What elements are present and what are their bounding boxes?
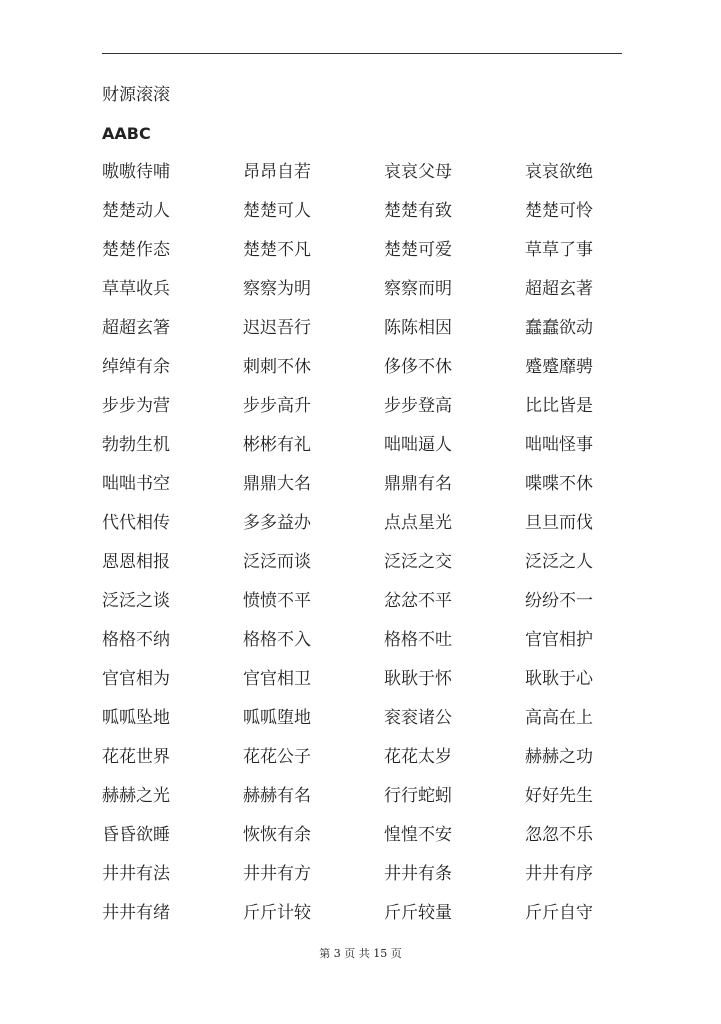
idiom-item: 井井有法 <box>102 864 170 884</box>
idiom-item: 鼎鼎大名 <box>243 474 311 494</box>
idiom-item: 花花世界 <box>102 747 170 767</box>
idiom-item: 楚楚不凡 <box>243 240 311 260</box>
idiom-item: 喋喋不休 <box>525 474 593 494</box>
section-heading: AABC <box>102 124 151 143</box>
idiom-item: 鼎鼎有名 <box>384 474 452 494</box>
idiom-item: 高高在上 <box>525 708 593 728</box>
idiom-item: 步步为营 <box>102 396 170 416</box>
idiom-item: 官官相护 <box>525 630 593 650</box>
idiom-item: 多多益办 <box>243 513 311 533</box>
idiom-item: 勃勃生机 <box>102 435 170 455</box>
idiom-item: 格格不吐 <box>384 630 452 650</box>
idiom-item: 纷纷不一 <box>525 591 593 611</box>
page-footer: 第 3 页 共 15 页 <box>319 947 402 960</box>
idiom-item: 点点星光 <box>384 513 452 533</box>
idiom-item: 官官相为 <box>102 669 170 689</box>
idiom-item: 彬彬有礼 <box>243 435 311 455</box>
idiom-item: 官官相卫 <box>243 669 311 689</box>
idiom-item: 哀哀欲绝 <box>525 162 593 182</box>
idiom-item: 超超玄箸 <box>102 318 170 338</box>
idiom-item: 恢恢有余 <box>243 825 311 845</box>
idiom-item: 咄咄逼人 <box>384 435 452 455</box>
idiom-item: 惶惶不安 <box>384 825 452 845</box>
idiom-item: 忽忽不乐 <box>525 825 593 845</box>
idiom-item: 呱呱堕地 <box>243 708 311 728</box>
idiom-item: 花花太岁 <box>384 747 452 767</box>
idiom-item: 蹙蹙靡骋 <box>525 357 593 377</box>
lead-text: 财源滚滚 <box>102 85 170 105</box>
idiom-item: 侈侈不休 <box>384 357 452 377</box>
idiom-grid <box>102 160 622 940</box>
idiom-item: 楚楚可怜 <box>525 201 593 221</box>
idiom-item: 愤愤不平 <box>243 591 311 611</box>
idiom-item: 刺刺不休 <box>243 357 311 377</box>
idiom-item: 衮衮诸公 <box>384 708 452 728</box>
idiom-item: 泛泛之交 <box>384 552 452 572</box>
idiom-item: 花花公子 <box>243 747 311 767</box>
idiom-item: 呱呱坠地 <box>102 708 170 728</box>
idiom-item: 察察为明 <box>243 279 311 299</box>
idiom-item: 哀哀父母 <box>384 162 452 182</box>
idiom-item: 绰绰有余 <box>102 357 170 377</box>
idiom-item: 好好先生 <box>525 786 593 806</box>
idiom-item: 楚楚可人 <box>243 201 311 221</box>
idiom-item: 井井有方 <box>243 864 311 884</box>
idiom-item: 楚楚有致 <box>384 201 452 221</box>
idiom-item: 赫赫有名 <box>243 786 311 806</box>
header-rule <box>102 53 622 54</box>
idiom-item: 斤斤计较 <box>243 903 311 923</box>
idiom-item: 旦旦而伐 <box>525 513 593 533</box>
idiom-item: 行行蛇蚓 <box>384 786 452 806</box>
idiom-item: 步步高升 <box>243 396 311 416</box>
idiom-item: 察察而明 <box>384 279 452 299</box>
idiom-item: 恩恩相报 <box>102 552 170 572</box>
idiom-item: 比比皆是 <box>525 396 593 416</box>
idiom-item: 斤斤自守 <box>525 903 593 923</box>
idiom-item: 井井有绪 <box>102 903 170 923</box>
idiom-item: 超超玄著 <box>525 279 593 299</box>
idiom-item: 格格不纳 <box>102 630 170 650</box>
idiom-item: 嗷嗷待哺 <box>102 162 170 182</box>
idiom-item: 井井有序 <box>525 864 593 884</box>
idiom-item: 蠢蠢欲动 <box>525 318 593 338</box>
idiom-item: 咄咄书空 <box>102 474 170 494</box>
idiom-item: 昂昂自若 <box>243 162 311 182</box>
idiom-item: 步步登高 <box>384 396 452 416</box>
idiom-item: 格格不入 <box>243 630 311 650</box>
idiom-item: 忿忿不平 <box>384 591 452 611</box>
idiom-item: 耿耿于怀 <box>384 669 452 689</box>
idiom-item: 草草了事 <box>525 240 593 260</box>
idiom-item: 赫赫之功 <box>525 747 593 767</box>
idiom-item: 草草收兵 <box>102 279 170 299</box>
idiom-item: 楚楚可爱 <box>384 240 452 260</box>
idiom-item: 代代相传 <box>102 513 170 533</box>
idiom-item: 耿耿于心 <box>525 669 593 689</box>
idiom-item: 楚楚动人 <box>102 201 170 221</box>
idiom-item: 泛泛之人 <box>525 552 593 572</box>
idiom-item: 泛泛之谈 <box>102 591 170 611</box>
idiom-item: 斤斤较量 <box>384 903 452 923</box>
idiom-item: 泛泛而谈 <box>243 552 311 572</box>
idiom-item: 井井有条 <box>384 864 452 884</box>
idiom-item: 楚楚作态 <box>102 240 170 260</box>
idiom-item: 咄咄怪事 <box>525 435 593 455</box>
idiom-item: 昏昏欲睡 <box>102 825 170 845</box>
idiom-item: 陈陈相因 <box>384 318 452 338</box>
idiom-item: 迟迟吾行 <box>243 318 311 338</box>
idiom-item: 赫赫之光 <box>102 786 170 806</box>
